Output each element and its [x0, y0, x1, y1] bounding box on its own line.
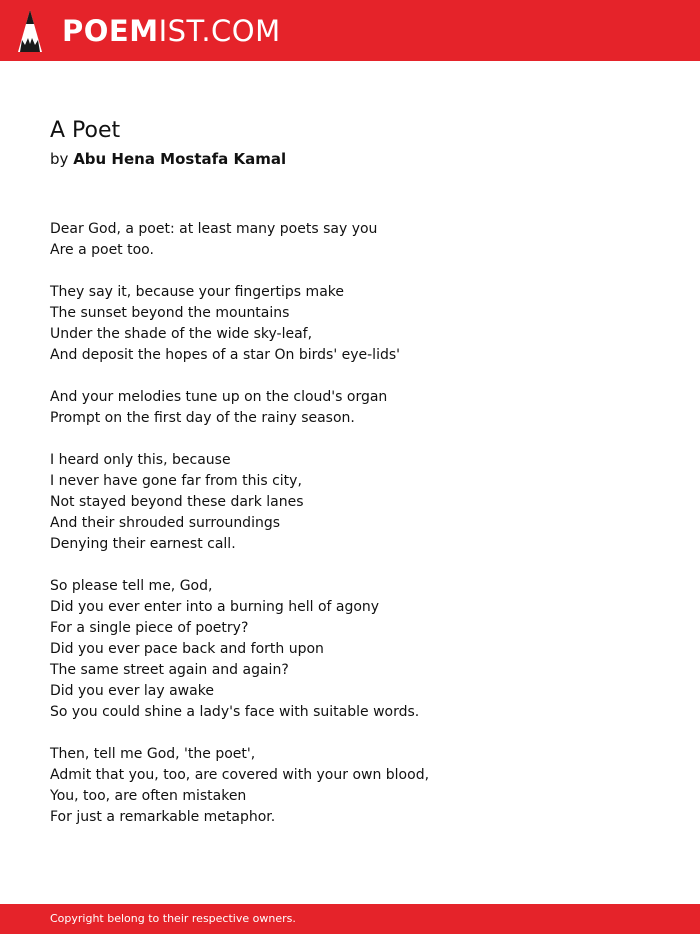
poem-stanza: [50, 576, 670, 723]
byline: [50, 148, 286, 170]
site-logo[interactable]: [62, 13, 281, 49]
poem-line: The sunset beyond the mountains: [50, 305, 290, 321]
by-label: by: [50, 150, 69, 168]
poem-line: Prompt on the first day of the rainy season.: [50, 410, 355, 426]
logo-bold-text: POEM: [62, 14, 159, 48]
poem-line: Admit that you, too, are covered with your own blood,: [50, 767, 430, 783]
poem-body: [50, 219, 670, 849]
poem-line: You, too, are often mistaken: [50, 788, 247, 804]
poem-line: So you could shine a lady's face with suitable words.: [50, 704, 420, 720]
poem-line: And your melodies tune up on the cloud's organ: [50, 389, 388, 405]
poem-line: Not stayed beyond these dark lanes: [50, 494, 304, 510]
poem-line: Dear God, a poet: at least many poets say you: [50, 221, 378, 237]
poem-author: Abu Hena Mostafa Kamal: [73, 150, 287, 168]
poem-stanza: [50, 387, 670, 429]
poem-line: Denying their earnest call.: [50, 536, 236, 552]
poem-title: A Poet: [50, 118, 121, 143]
poem-stanza: [50, 219, 670, 261]
pencil-icon: [18, 10, 42, 52]
poem-stanza: [50, 744, 670, 828]
poem-line: I never have gone far from this city,: [50, 473, 302, 489]
copyright-notice: Copyright belong to their respective owners.: [50, 912, 296, 925]
poem-line: I heard only this, because: [50, 452, 231, 468]
poem-line: For just a remarkable metaphor.: [50, 809, 276, 825]
logo-light-text: IST.COM: [158, 14, 281, 48]
poem-line: The same street again and again?: [50, 662, 289, 678]
poem-line: Did you ever enter into a burning hell of agony: [50, 599, 380, 615]
poem-line: Under the shade of the wide sky-leaf,: [50, 326, 313, 342]
poem-line: And their shrouded surroundings: [50, 515, 281, 531]
poem-stanza: [50, 282, 670, 366]
poem-line: They say it, because your fingertips make: [50, 284, 344, 300]
site-footer: [0, 904, 700, 934]
poem-line: So please tell me, God,: [50, 578, 213, 594]
poem-line: For a single piece of poetry?: [50, 620, 249, 636]
site-header: [0, 0, 700, 61]
poem-line: Did you ever pace back and forth upon: [50, 641, 324, 657]
poem-line: Are a poet too.: [50, 242, 154, 258]
poem-line: Then, tell me God, 'the poet',: [50, 746, 256, 762]
poem-line: Did you ever lay awake: [50, 683, 214, 699]
poem-line: And deposit the hopes of a star On birds' eye-lids': [50, 347, 400, 363]
poem-stanza: [50, 450, 670, 555]
